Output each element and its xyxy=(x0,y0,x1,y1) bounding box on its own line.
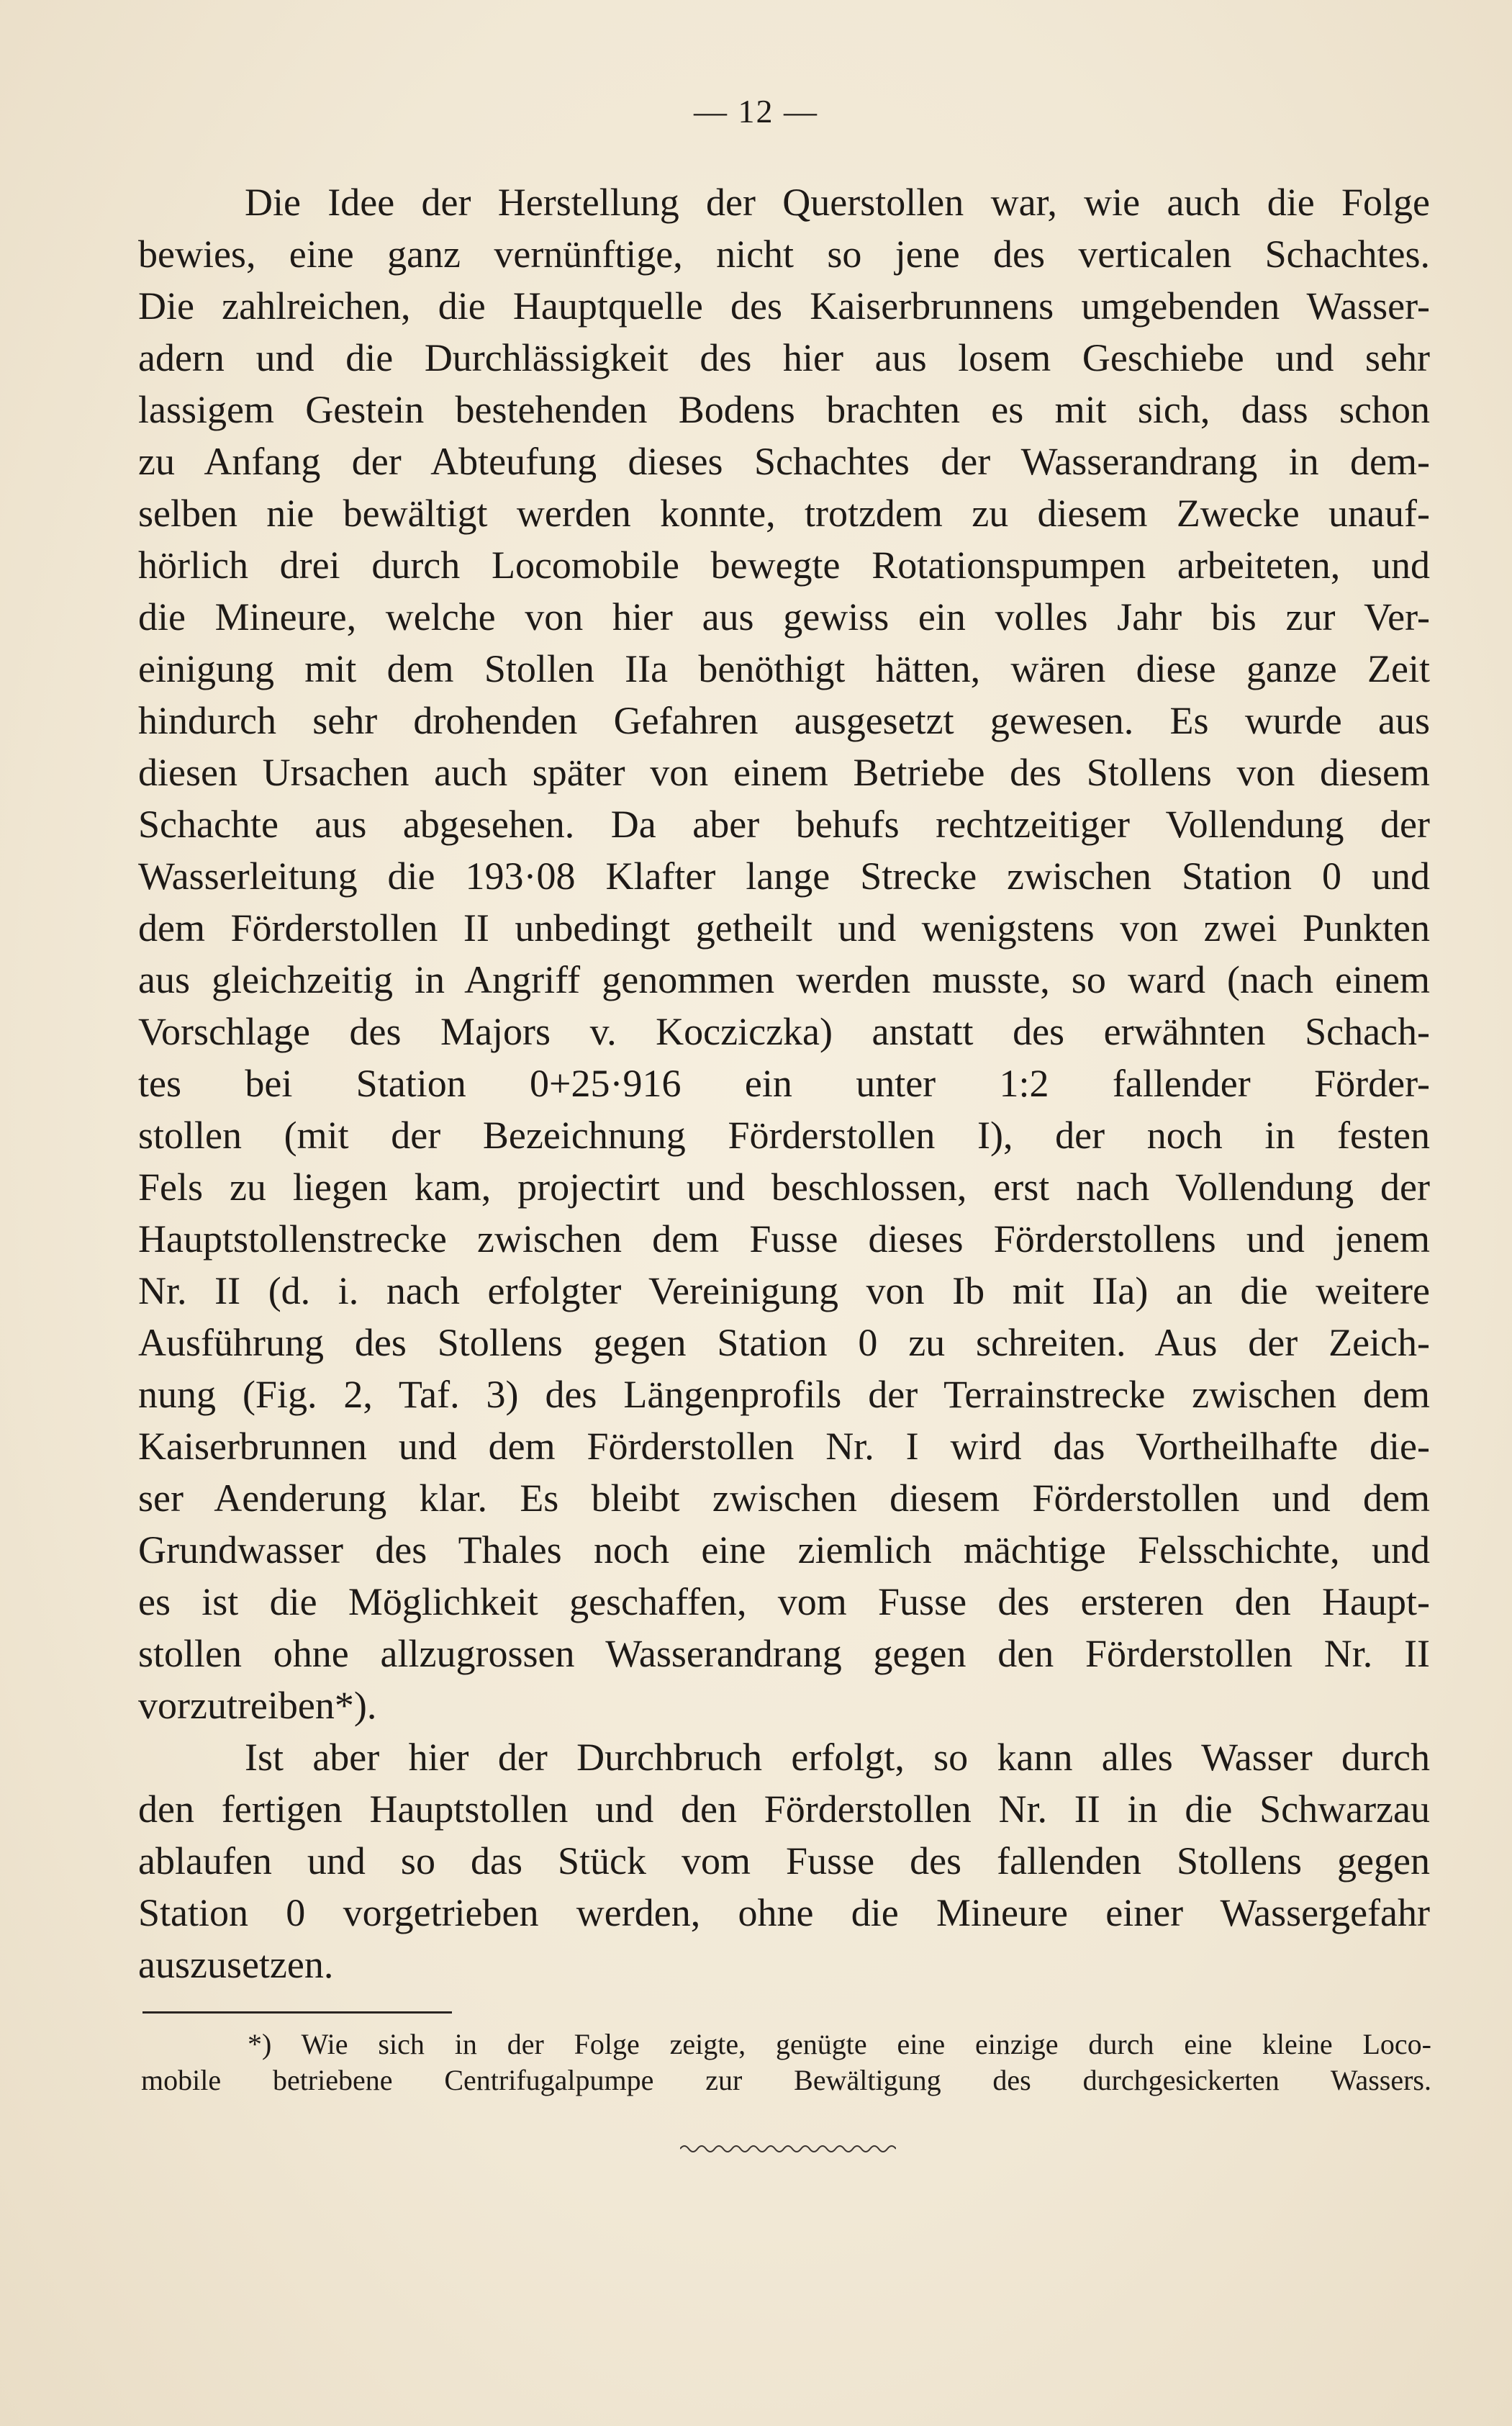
text-line: Ist aber hier der Durchbruch erfolgt, so kann alles Wasser durch xyxy=(245,1736,1430,1779)
text-line: zu Anfang der Abteufung dieses Schachtes der Wasserandrang in dem- xyxy=(138,440,1430,483)
text-line: Ausführung des Stollens gegen Station 0 zu schreiten. Aus der Zeich- xyxy=(138,1321,1430,1364)
text-line: Schachte aus abgesehen. Da aber behufs rechtzeitiger Vollendung der xyxy=(138,803,1430,846)
text-line: die Mineure, welche von hier aus gewiss ein volles Jahr bis zur Ver- xyxy=(138,595,1430,639)
text-line: Hauptstollenstrecke zwischen dem Fusse dieses Förderstollens und jenem xyxy=(138,1217,1430,1261)
text-line: Nr. II (d. i. nach erfolgter Vereinigung von Ib mit IIa) an die weitere xyxy=(138,1269,1430,1312)
text-line: Fels zu liegen kam, projectirt und beschlossen, erst nach Vollendung der xyxy=(138,1165,1430,1209)
text-line: stollen (mit der Bezeichnung Förderstollen I), der noch in festen xyxy=(138,1114,1430,1157)
text-line: hörlich drei durch Locomobile bewegte Rotationspumpen arbeiteten, und xyxy=(138,544,1430,587)
text-line: ser Aenderung klar. Es bleibt zwischen diesem Förderstollen und dem xyxy=(138,1476,1430,1520)
text-line: vorzutreiben*). xyxy=(138,1684,377,1727)
text-line: Die zahlreichen, die Hauptquelle des Kaiserbrunnens umgebenden Wasser- xyxy=(138,284,1430,328)
text-line: Station 0 vorgetrieben werden, ohne die Mineure einer Wassergefahr xyxy=(138,1891,1430,1934)
body-text xyxy=(138,176,1430,1990)
text-line: aus gleichzeitig in Angriff genommen werden musste, so ward (nach einem xyxy=(138,958,1430,1001)
text-line: einigung mit dem Stollen IIa benöthigt hätten, wären diese ganze Zeit xyxy=(138,647,1430,690)
text-line: Grundwasser des Thales noch eine ziemlich mächtige Felsschichte, und xyxy=(138,1528,1430,1572)
end-ornament xyxy=(680,2142,896,2156)
footnote-line: mobile betriebene Centrifugalpumpe zur Bewältigung des durchgesickerten Wassers. xyxy=(141,2064,1431,2096)
text-line: Die Idee der Herstellung der Querstollen war, wie auch die Folge xyxy=(245,181,1430,224)
text-line: es ist die Möglichkeit geschaffen, vom Fusse des ersteren den Haupt- xyxy=(138,1580,1430,1623)
text-line: Kaiserbrunnen und dem Förderstollen Nr. I wird das Vortheilhafte die- xyxy=(138,1425,1430,1468)
text-line: stollen ohne allzugrossen Wasserandrang gegen den Förderstollen Nr. II xyxy=(138,1632,1430,1675)
text-line: Wasserleitung die 193·08 Klafter lange Strecke zwischen Station 0 und xyxy=(138,854,1430,898)
footnote-separator xyxy=(142,2011,452,2014)
text-line: den fertigen Hauptstollen und den Förderstollen Nr. II in die Schwarzau xyxy=(138,1787,1430,1831)
text-line: tes bei Station 0+25·916 ein unter 1:2 fallender Förder- xyxy=(138,1062,1430,1105)
text-line: Vorschlage des Majors v. Kocziczka) anstatt des erwähnten Schach- xyxy=(138,1010,1430,1053)
text-line: ablaufen und so das Stück vom Fusse des fallenden Stollens gegen xyxy=(138,1839,1430,1882)
text-line: selben nie bewältigt werden konnte, trotzdem zu diesem Zwecke unauf- xyxy=(138,492,1430,535)
text-line: hindurch sehr drohenden Gefahren ausgesetzt gewesen. Es wurde aus xyxy=(138,699,1430,742)
text-line: nung (Fig. 2, Taf. 3) des Längenprofils der Terrainstrecke zwischen dem xyxy=(138,1373,1430,1416)
footnote xyxy=(141,2026,1431,2098)
text-line: adern und die Durchlässigkeit des hier aus losem Geschiebe und sehr xyxy=(138,336,1430,379)
text-line: auszusetzen. xyxy=(138,1943,334,1986)
text-line: lassigem Gestein bestehenden Bodens brachten es mit sich, dass schon xyxy=(138,388,1430,431)
page-number: — 12 — xyxy=(694,93,818,130)
text-line: diesen Ursachen auch später von einem Betriebe des Stollens von diesem xyxy=(138,751,1430,794)
text-line: dem Förderstollen II unbedingt getheilt und wenigstens von zwei Punkten xyxy=(138,906,1430,950)
footnote-line: *) Wie sich in der Folge zeigte, genügte eine einzige durch eine kleine Loco- xyxy=(248,2028,1431,2060)
text-line: bewies, eine ganz vernünftige, nicht so jene des verticalen Schachtes. xyxy=(138,233,1430,276)
